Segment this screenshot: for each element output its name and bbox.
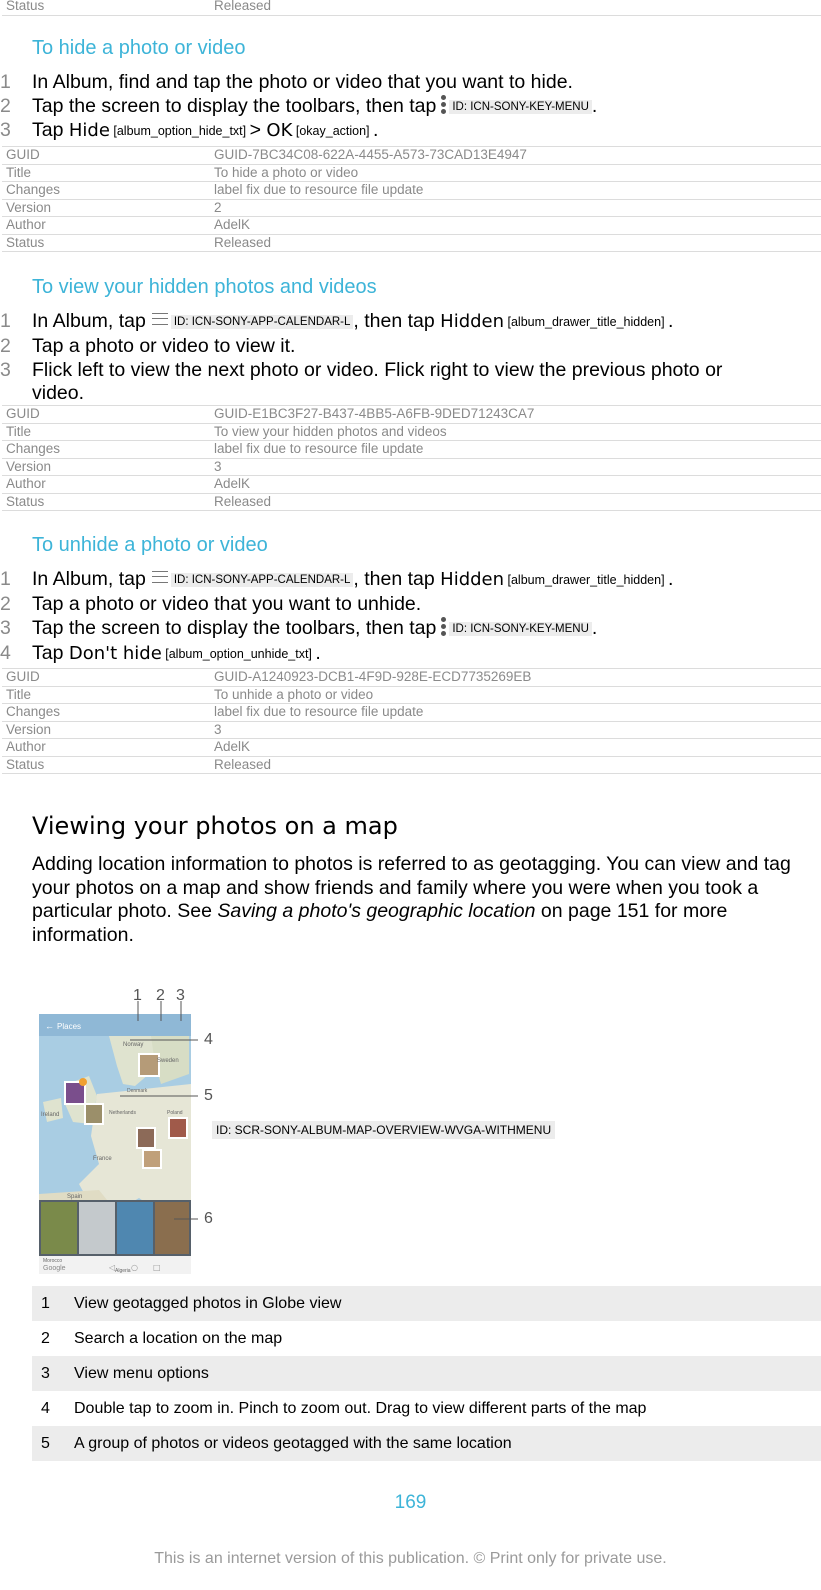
meta-value: label fix due to resource file update — [210, 441, 821, 459]
meta-value: GUID-A1240923-DCB1-4F9D-928E-ECD7735269EB — [210, 669, 821, 687]
section-title-hide: To hide a photo or video — [32, 37, 246, 59]
map-label: Algeria — [115, 1268, 131, 1274]
meta-key: Status — [2, 0, 210, 15]
step-text: Tap the screen to display the toolbars, then tap ID: ICN-SONY-KEY-MENU . — [32, 95, 598, 117]
callout-5: 5 — [204, 1087, 213, 1104]
table-row — [32, 1321, 821, 1356]
step-number: 1 — [0, 568, 11, 590]
map-label: Spain — [67, 1194, 83, 1200]
meta-key: Title — [2, 164, 210, 182]
meta-value: To unhide a photo or video — [210, 686, 821, 704]
metadata-table-top — [2, 0, 821, 16]
table-row — [32, 1286, 821, 1321]
step-text: In Album, tap ID: ICN-SONY-APP-CALENDAR-L , then tap Hidden [album_drawer_title_hidden] . — [32, 568, 674, 590]
map-label: Poland — [167, 1110, 183, 1116]
callout-1: 1 — [133, 987, 142, 1004]
map-label: Ireland — [41, 1112, 60, 1118]
metadata-table-view-hidden — [2, 405, 821, 511]
icon-id-label: ID: ICN-SONY-KEY-MENU — [449, 622, 592, 636]
meta-value: Released — [210, 756, 821, 774]
google-watermark: Google — [43, 1265, 66, 1272]
meta-value: 3 — [210, 458, 821, 476]
icon-id-label: ID: ICN-SONY-KEY-MENU — [449, 100, 592, 114]
app-title: Places — [57, 1022, 82, 1031]
map-label: Morocco — [43, 1258, 63, 1264]
meta-value: label fix due to resource file update — [210, 182, 821, 200]
meta-key: Author — [2, 739, 210, 757]
meta-key: Status — [2, 756, 210, 774]
meta-key: GUID — [2, 406, 210, 424]
hidden-label: Hidden — [440, 569, 505, 590]
icon-id-label: ID: ICN-SONY-APP-CALENDAR-L — [171, 573, 354, 587]
meta-value: AdelK — [210, 739, 821, 757]
meta-key: Version — [2, 721, 210, 739]
legend-text: View geotagged photos in Globe view — [74, 1286, 821, 1321]
map-label: Norway — [123, 1042, 144, 1048]
meta-value: Released — [210, 0, 821, 15]
meta-key: Status — [2, 493, 210, 511]
footer-notice: This is an internet version of this publication. © Print only for private use. — [154, 1550, 667, 1567]
section-title-unhide: To unhide a photo or video — [32, 534, 268, 556]
meta-key: Author — [2, 217, 210, 235]
step-text: In Album, tap ID: ICN-SONY-APP-CALENDAR-L , then tap Hidden [album_drawer_title_hidden] . — [32, 310, 674, 332]
table-row — [32, 1391, 821, 1426]
icon-id-label: ID: ICN-SONY-APP-CALENDAR-L — [171, 315, 354, 329]
hide-option-label: Hide — [68, 120, 110, 141]
meta-value: 2 — [210, 199, 821, 217]
figure-id-label: ID: SCR-SONY-ALBUM-MAP-OVERVIEW-WVGA-WITHMENU — [212, 1121, 555, 1139]
meta-value: GUID-E1BC3F27-B437-4BB5-A6FB-9DED71243CA7 — [210, 406, 821, 424]
map-label: Denmark — [127, 1088, 148, 1094]
meta-key: Status — [2, 234, 210, 252]
legend-number: 4 — [41, 1399, 50, 1417]
meta-value: AdelK — [210, 476, 821, 494]
meta-key: Version — [2, 458, 210, 476]
meta-value: AdelK — [210, 217, 821, 235]
metadata-table-hide — [2, 146, 821, 252]
overflow-menu-icon — [440, 617, 446, 637]
legend-text: A group of photos or videos geotagged with the same location — [74, 1426, 821, 1461]
meta-key: Title — [2, 686, 210, 704]
ok-action-label: OK — [266, 120, 293, 141]
section-heading-map: Viewing your photos on a map — [32, 812, 398, 840]
map-label: France — [93, 1156, 112, 1162]
step-text: Tap Don't hide [album_option_unhide_txt] . — [32, 642, 321, 664]
meta-key: Title — [2, 423, 210, 441]
callout-legend-table — [32, 1286, 821, 1461]
meta-value: GUID-7BC34C08-622A-4455-A573-73CAD13E4947 — [210, 147, 821, 165]
step-number: 4 — [0, 642, 11, 664]
step-number: 2 — [0, 335, 11, 357]
legend-text: View menu options — [74, 1356, 821, 1391]
hamburger-menu-icon — [152, 313, 168, 325]
intro-paragraph: Adding location information to photos is referred to as geotagging. You can view and tag your photos on a map and show friends and family where you were when you took a particular photo. See Saving a photo's geographic location on page 151 for more information. — [32, 853, 791, 946]
step-text: Tap the screen to display the toolbars, then tap ID: ICN-SONY-KEY-MENU . — [32, 617, 598, 639]
legend-text: Search a location on the map — [74, 1329, 283, 1347]
meta-key: GUID — [2, 147, 210, 165]
table-row — [32, 1356, 821, 1391]
step-text: In Album, find and tap the photo or video that you want to hide. — [32, 71, 573, 93]
callout-2: 2 — [156, 987, 165, 1004]
meta-value: Released — [210, 493, 821, 511]
step-number: 3 — [0, 617, 11, 639]
legend-number: 3 — [32, 1356, 74, 1391]
legend-number: 1 — [32, 1286, 74, 1321]
svg-text:←: ← — [45, 1021, 54, 1031]
metadata-table-unhide — [2, 668, 821, 774]
svg-text:○: ○ — [131, 1263, 138, 1272]
table-row — [32, 1426, 821, 1461]
meta-value: To hide a photo or video — [210, 164, 821, 182]
svg-text:□: □ — [153, 1263, 161, 1272]
step-number: 2 — [0, 95, 11, 117]
callout-3: 3 — [176, 987, 185, 1004]
step-text: Tap Hide [album_option_hide_txt] > OK [okay_action] . — [32, 119, 379, 141]
section-title-view-hidden: To view your hidden photos and videos — [32, 276, 377, 298]
hamburger-menu-icon — [152, 571, 168, 583]
legend-number: 2 — [41, 1329, 50, 1347]
cross-reference-link[interactable]: Saving a photo's geographic location — [217, 900, 536, 922]
svg-text:◁: ◁ — [109, 1263, 116, 1272]
callout-lines — [120, 985, 220, 1245]
step-text: Tap a photo or video to view it. — [32, 335, 296, 357]
hidden-label: Hidden — [440, 311, 505, 332]
meta-key: Changes — [2, 441, 210, 459]
step-number: 2 — [0, 593, 11, 615]
map-label: Netherlands — [109, 1110, 136, 1116]
legend-text: Double tap to zoom in. Pinch to zoom out. Drag to view different parts of the map — [74, 1399, 647, 1417]
meta-value: To view your hidden photos and videos — [210, 423, 821, 441]
meta-key: GUID — [2, 669, 210, 687]
callout-6: 6 — [204, 1210, 213, 1227]
page-number: 169 — [394, 1492, 427, 1513]
step-text: Flick left to view the next photo or video. Flick right to view the previous photo or video. — [32, 359, 723, 404]
meta-key: Changes — [2, 704, 210, 722]
dont-hide-label: Don't hide — [68, 643, 162, 664]
meta-key: Changes — [2, 182, 210, 200]
step-text: Tap a photo or video that you want to unhide. — [32, 593, 422, 615]
overflow-menu-icon — [440, 95, 446, 115]
map-label: Sweden — [157, 1058, 179, 1064]
step-number: 1 — [0, 310, 11, 332]
step-number: 3 — [0, 359, 11, 381]
callout-4: 4 — [204, 1031, 213, 1048]
step-number: 1 — [0, 71, 11, 93]
meta-key: Version — [2, 199, 210, 217]
legend-number: 5 — [32, 1426, 74, 1461]
step-number: 3 — [0, 119, 11, 141]
meta-value: label fix due to resource file update — [210, 704, 821, 722]
meta-value: Released — [210, 234, 821, 252]
meta-key: Author — [2, 476, 210, 494]
meta-value: 3 — [210, 721, 821, 739]
